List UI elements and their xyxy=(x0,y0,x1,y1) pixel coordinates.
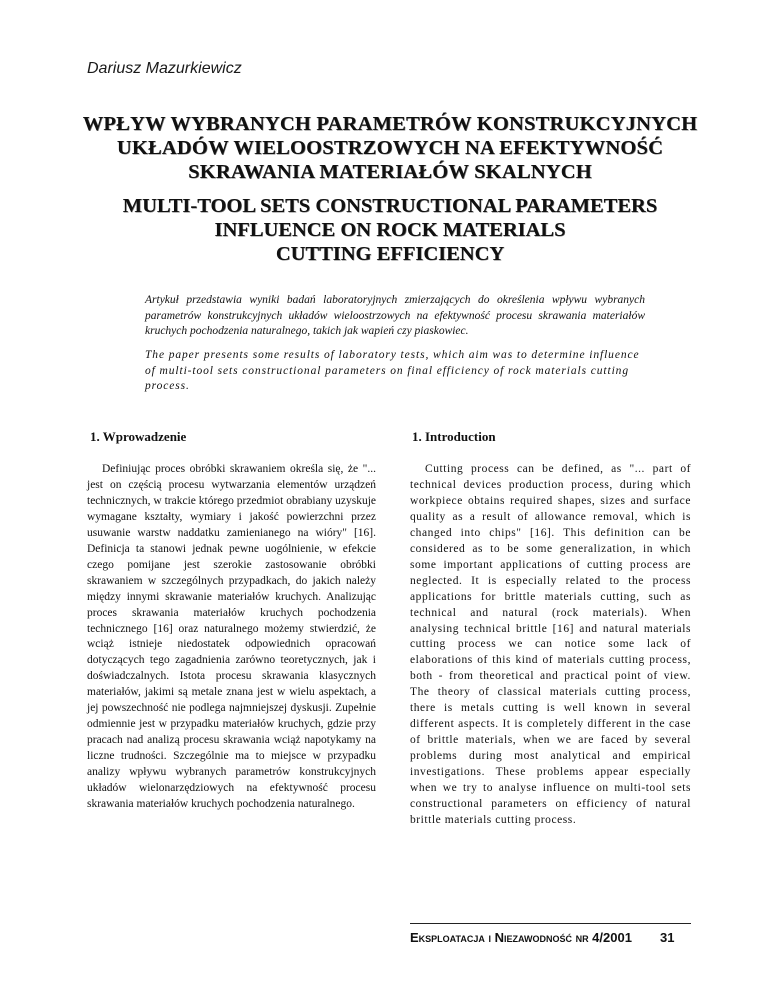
title-english-line: CUTTING EFFICIENCY xyxy=(275,243,505,265)
author-name: Dariusz Mazurkiewicz xyxy=(87,60,242,77)
body-paragraph-english: Cutting process can be defined, as "... part of technical devices production process, during which workpiece obtains required shapes, sizes and surface quality as a result of allowance removal, which is changed into chips" [16]. This definition can be considered as to be some generalization, in which some important applications of cutting process are neglected. It is especially related to the process applications for brittle materials cutting, such as technical and natural (rock materials). When analysing technical brittle [16] and natural materials cutting process we can notice some lack of elaborations of this kind of materials cutting process, both - from theoretical and practical point of view. The theory of classical materials cutting process, there is metals cutting is well known in several different aspects. It is completely different in the case of brittle materials, when we are faced by several problems during most analytical and empirical investigations. These problems appear especially when we try to analyse influence on multi-tool sets constructional parameters on efficiency of natural brittle materials cutting process. xyxy=(410,463,691,826)
title-english xyxy=(60,194,720,266)
title-polish xyxy=(60,112,720,184)
title-english-line: INFLUENCE ON ROCK MATERIALS xyxy=(214,219,566,241)
section-heading-polish: 1. Wprowadzenie xyxy=(90,429,187,444)
title-polish-line: UKŁADÓW WIELOOSTRZOWYCH NA EFEKTYWNOŚĆ xyxy=(116,137,664,159)
title-polish-line: WPŁYW WYBRANYCH PARAMETRÓW KONSTRUKCYJNYCH xyxy=(82,113,698,135)
journal-name: Eksploatacja i Niezawodność nr 4/2001 xyxy=(410,930,632,945)
body-paragraph-polish: Definiując proces obróbki skrawaniem określa się, że "... jest on częścią procesu wytwarzania elementów urządzeń technicznych, w trakcie którego przedmiot obrabiany uzyskuje wymagane kształty, wymiary i jakość powierzchni przez usuwanie warstw naddatku zamienianego na wióry" [16]. Definicja ta stanowi jednak pewne uogólnienie, w efekcie czego pomijane jest szerokie zastosowanie obróbki skrawaniem w szczególnych przypadkach, do jakich należy między innymi skrawanie materiałów kruchych. Analizując proces skrawania materiałów kruchych pochodzenia technicznego [16] oraz naturalnego możemy stwierdzić, że wciąż istnieje niedostatek odpowiednich opracowań dotyczących tego zagadnienia zarówno teoretycznych, jak i doświadczalnych. Istota procesu skrawania klasycznych materiałów, jakimi są metale znana jest w wielu aspektach, a jej powszechność nie podlega najmniejszej dyskusji. Zupełnie odmiennie jest w przypadku materiałów kruchych, gdzie przy pracach nad analizą procesu skrawania wciąż napotykamy na liczne trudności. Szczególnie ma to miejsce w przypadku analizy wpływu wybranych parametrów konstrukcyjnych układów wielonarzędziowych na efektywność procesu skrawania materiałów kruchych pochodzenia naturalnego. xyxy=(87,463,376,811)
title-polish-line: SKRAWANIA MATERIAŁÓW SKALNYCH xyxy=(188,161,592,183)
abstract-english: The paper presents some results of laboratory tests, which aim was to determine influence of multi-tool sets constructional parameters on final efficiency of rock materials cutting process. xyxy=(145,349,640,392)
section-heading-english: 1. Introduction xyxy=(412,429,496,444)
footer-divider xyxy=(410,923,691,924)
page-number: 31 xyxy=(660,930,675,945)
abstract-polish: Artykuł przedstawia wyniki badań laboratoryjnych zmierzających do określenia wpływu wybranych parametrów konstrukcyjnych układów wieloostrzowych na efektywność procesu skrawania materiałów kruchych pochodzenia naturalnego, takich jak wapień czy piaskowiec. xyxy=(145,294,645,337)
title-english-line: MULTI-TOOL SETS CONSTRUCTIONAL PARAMETERS xyxy=(122,195,658,217)
body-column-english xyxy=(410,462,691,829)
body-column-polish xyxy=(87,462,376,813)
